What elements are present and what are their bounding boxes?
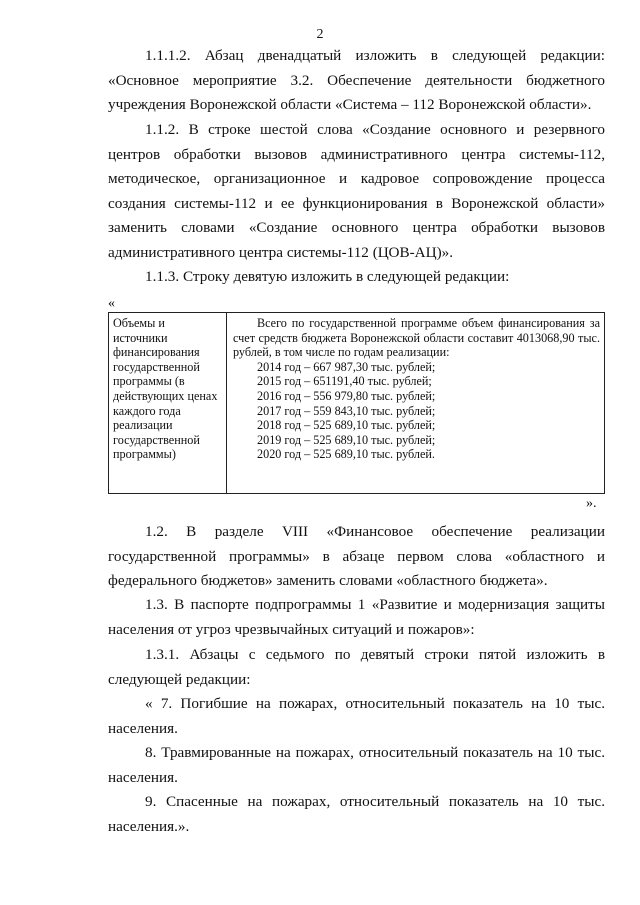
table-value-cell	[227, 313, 604, 493]
paragraph-1-3-1: 1.3.1. Абзацы с седьмого по девятый строки пятой изложить в следующей редакции:	[108, 646, 605, 688]
paragraph-item-9: 9. Спасенные на пожарах, относительный показатель на 10 тыс. населения.».	[108, 793, 605, 835]
table-label-line: реализации	[113, 418, 173, 433]
paragraph-1-1-2: 1.1.2. В строке шестой слова «Создание основного и резервного центров обработки вызовов административного центра системы-112, методическое, организационное и кадровое сопровождение процесса создания системы-112 и ее функционирования в Воронежской области» заменить словами «Создание основного центра обработки вызовов административного центра системы-112 (ЦОВ-АЦ)».	[108, 121, 605, 261]
quote-open: «	[108, 296, 115, 311]
table-year-line: 2014 год – 667 987,30 тыс. рублей;	[257, 359, 436, 374]
table-label-line: программы (в	[113, 374, 185, 389]
table-intro-text: Всего по государственной программе объем финансирования за счет средств бюджета Воронежской области составит 4013068,90 тыс. рублей, в том числе по годам реализации:	[233, 316, 600, 360]
paragraph-1-3: 1.3. В паспорте подпрограммы 1 «Развитие и модернизация защиты населения от угроз чрезвычайных ситуаций и пожаров»:	[108, 596, 605, 638]
quote-close: ».	[586, 496, 597, 511]
paragraph-1-1-1-2: 1.1.1.2. Абзац двенадцатый изложить в следующей редакции: «Основное мероприятие 3.2. Обеспечение деятельности бюджетного учреждения Воронежской области «Система – 112 Воронежской области».	[108, 47, 605, 113]
paragraph-item-7: « 7. Погибшие на пожарах, относительный показатель на 10 тыс. населения.	[108, 695, 605, 737]
table-label-line: Объемы и	[113, 316, 165, 330]
table-label-line: источники	[113, 330, 168, 345]
table-year-line: 2019 год – 525 689,10 тыс. рублей;	[257, 432, 436, 447]
table-label-line: государственной	[113, 359, 200, 374]
paragraph-item-8: 8. Травмированные на пожарах, относительный показатель на 10 тыс. населения.	[108, 744, 605, 786]
table-label-line: государственной	[113, 432, 200, 447]
table-label-line: действующих ценах	[113, 388, 218, 403]
financing-table	[108, 312, 605, 494]
table-label-line: каждого года	[113, 403, 181, 418]
table-year-line: 2017 год – 559 843,10 тыс. рублей;	[257, 403, 436, 418]
table-year-line: 2015 год – 651191,40 тыс. рублей;	[257, 374, 432, 389]
table-label-cell	[109, 313, 227, 493]
paragraph-1-2: 1.2. В разделе VIII «Финансовое обеспечение реализации государственной программы» в абзаце первом слова «областного и федерального бюджетов» заменить словами «областного бюджета».	[108, 523, 605, 589]
table-year-line: 2018 год – 525 689,10 тыс. рублей;	[257, 418, 436, 433]
table-year-line: 2020 год – 525 689,10 тыс. рублей.	[257, 447, 435, 462]
page-number: 2	[316, 27, 324, 42]
table-label-line: программы)	[113, 447, 176, 462]
table-year-line: 2016 год – 556 979,80 тыс. рублей;	[257, 388, 436, 403]
paragraph-1-1-3: 1.1.3. Строку девятую изложить в следующей редакции:	[145, 268, 510, 285]
table-label-line: финансирования	[113, 345, 200, 360]
